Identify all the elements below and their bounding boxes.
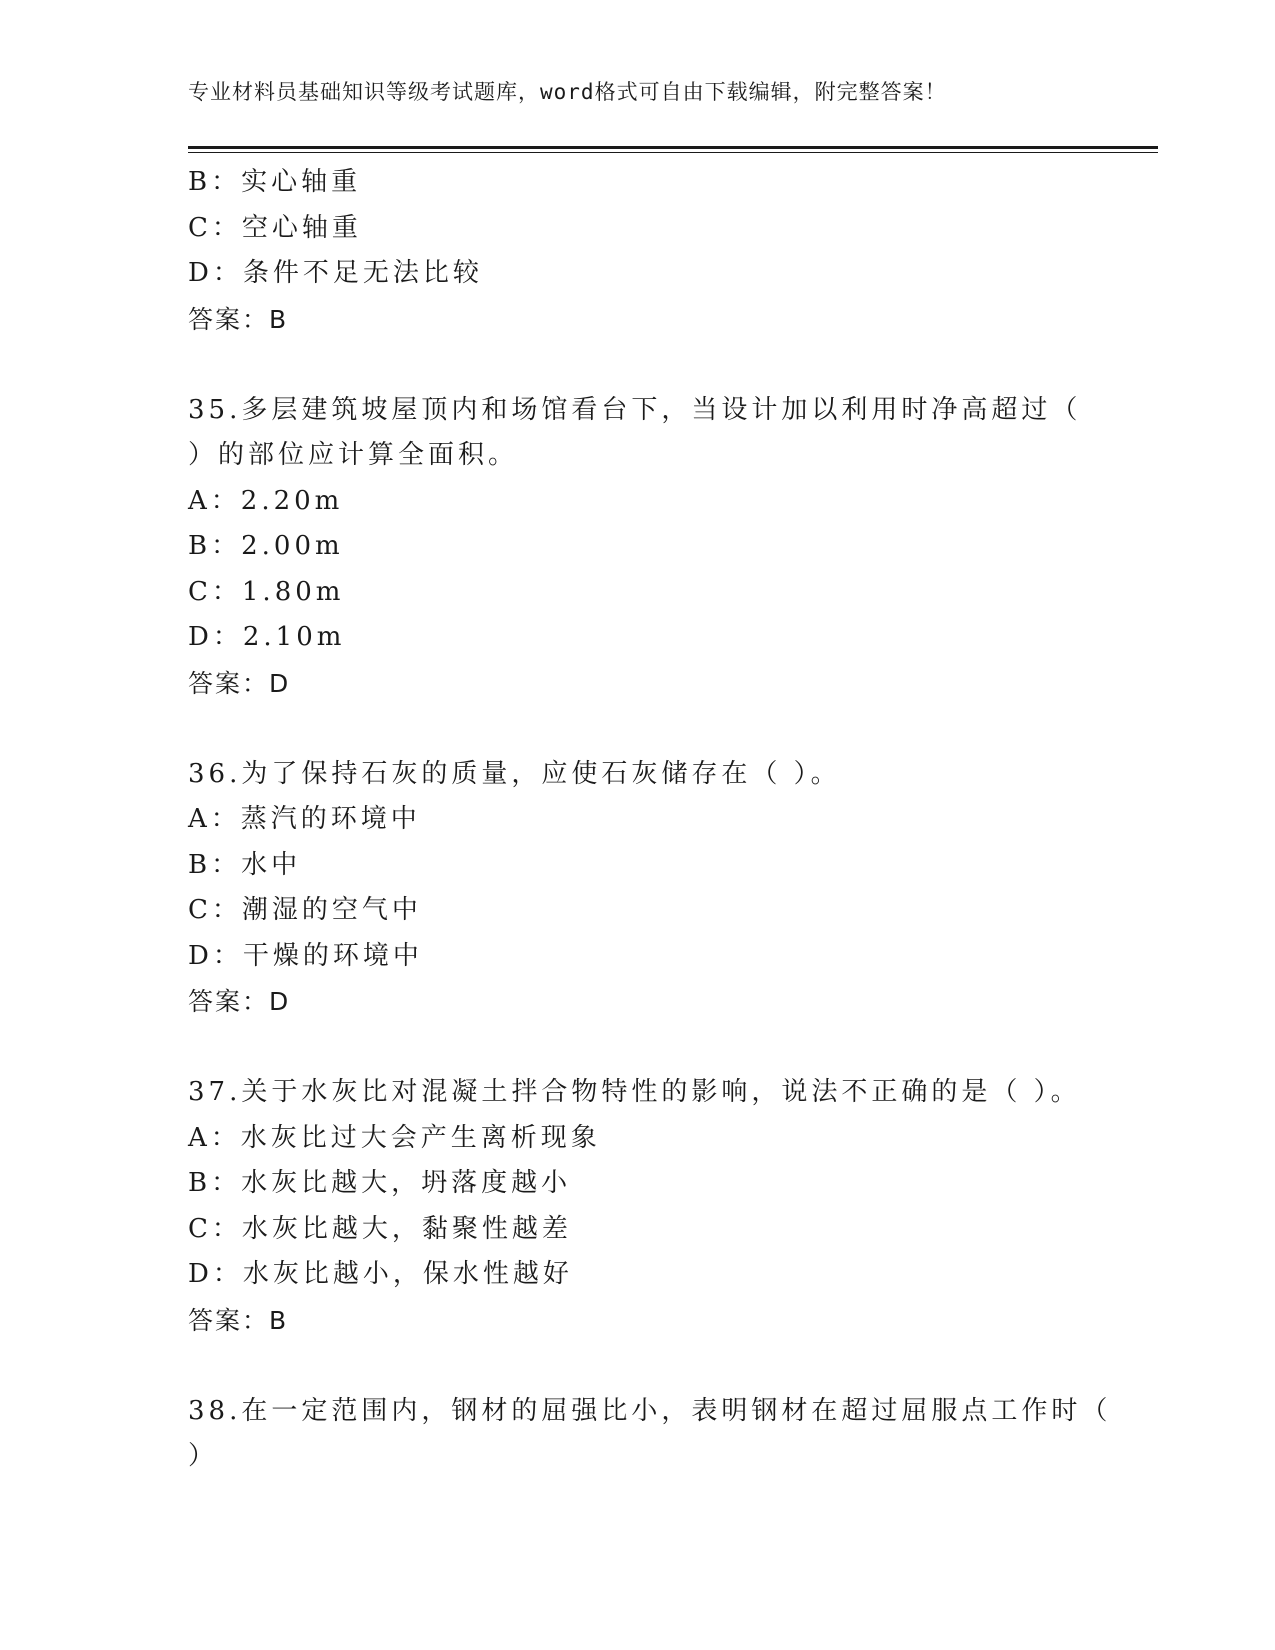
answer: 答案：B [188, 1305, 289, 1335]
question-35 [188, 388, 1088, 707]
option-b: B：水中 [188, 849, 302, 880]
question-38 [188, 1389, 1112, 1480]
question-stem-cont: ） [188, 1441, 219, 1471]
question-stem: 37.关于水灰比对混凝土拌合物特性的影响，说法不正确的是（ ）。 [188, 1077, 1081, 1107]
option-d: D：水灰比越小，保水性越好 [188, 1259, 573, 1289]
question-36 [188, 752, 1088, 1025]
question-stem: 35.多层建筑坡屋顶内和场馆看台下，当设计加以利用时净高超过（ [188, 394, 1082, 425]
option-a: A：水灰比过大会产生离析现象 [188, 1122, 601, 1153]
page-header: 专业材料员基础知识等级考试题库，word格式可自由下载编辑，附完整答案！ [188, 80, 947, 104]
answer: 答案：D [188, 668, 291, 698]
question-stem-cont: ）的部位应计算全面积。 [188, 440, 519, 470]
prev-question-block [188, 160, 1088, 342]
option-a: A：蒸汽的环境中 [188, 804, 421, 834]
answer: 答案：B [188, 304, 289, 334]
answer: 答案：D [188, 987, 291, 1016]
question-stem: 38.在一定范围内，钢材的屈强比小，表明钢材在超过屈服点工作时（ [188, 1395, 1112, 1426]
question-stem: 36.为了保持石灰的质量，应使石灰储存在（ ）。 [188, 758, 841, 789]
option-a: A：2.20m [188, 485, 344, 516]
option-c: C：水灰比越大，黏聚性越差 [188, 1213, 572, 1244]
option-d: D：2.10m [188, 622, 346, 652]
option-c: C：空心轴重 [188, 212, 362, 243]
option-c: C：潮湿的空气中 [188, 895, 422, 925]
option-d: D：干燥的环境中 [188, 940, 423, 971]
option-d: D：条件不足无法比较 [188, 258, 483, 288]
question-content [188, 160, 1112, 1480]
option-c: C：1.80m [188, 576, 345, 607]
option-b: B：2.00m [188, 531, 344, 561]
header-rule-thick [188, 146, 1158, 149]
option-b: B：水灰比越大，坍落度越小 [188, 1168, 572, 1198]
option-b: B：实心轴重 [188, 167, 362, 197]
question-37 [188, 1070, 1088, 1343]
header-rule-thin [188, 152, 1158, 153]
